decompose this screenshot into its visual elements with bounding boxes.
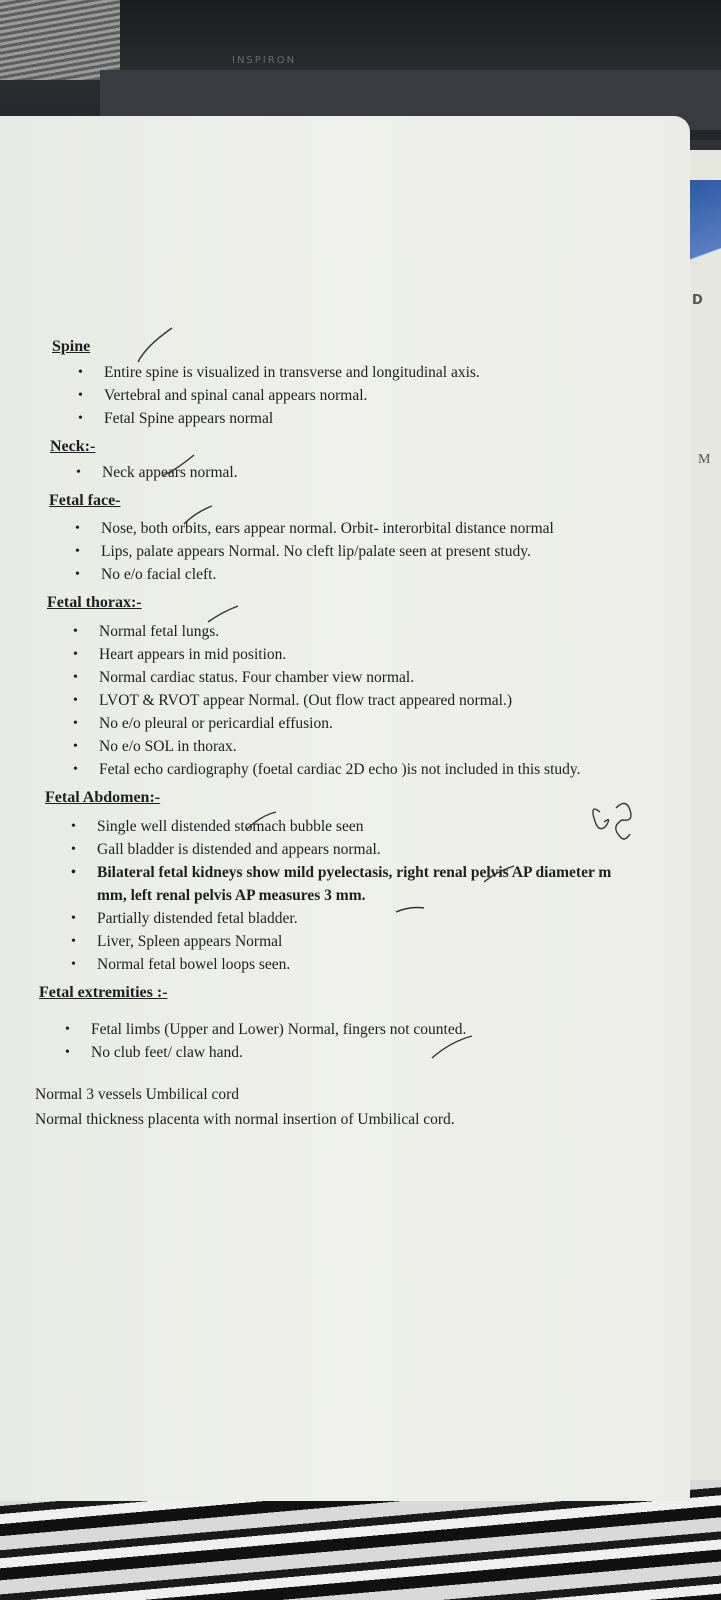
stripe-pattern (0, 0, 120, 80)
list-item: • Normal fetal lungs. (73, 620, 721, 643)
section-title: Neck:- (50, 438, 96, 455)
section-spine (52, 336, 721, 430)
list-item: • Partially distended fetal bladder. (71, 907, 721, 930)
report-content (35, 336, 721, 1132)
placenta-line: Normal thickness placenta with normal insertion of Umbilical cord. (35, 1111, 455, 1128)
section-title: Fetal thorax:- (47, 594, 142, 611)
section-title: Spine (52, 338, 91, 355)
section-neck (50, 436, 721, 484)
item-list (50, 461, 721, 484)
section-title: Fetal face- (49, 492, 121, 509)
item-list (39, 1018, 721, 1064)
list-item: • Entire spine is visualized in transverse and longitudinal axis. (78, 361, 721, 384)
list-item: • Bilateral fetal kidneys show mild pyelectasis, right renal pelvis AP diameter m (71, 861, 721, 884)
section-fetal-extremities (39, 982, 721, 1064)
item-list (47, 620, 721, 781)
list-item: • Vertebral and spinal canal appears normal. (78, 384, 721, 407)
item-list (52, 361, 721, 430)
placenta-cord-notes (35, 1082, 721, 1132)
margin-letter-m: M (698, 452, 711, 467)
list-item: • Fetal Spine appears normal (78, 407, 721, 430)
list-item: • LVOT & RVOT appear Normal. (Out flow tract appeared normal.) (73, 689, 721, 712)
list-item: • No club feet/ claw hand. (65, 1041, 721, 1064)
list-item: • Fetal echo cardiography (foetal cardiac 2D echo )is not included in this study. (73, 758, 721, 781)
list-item: • Nose, both orbits, ears appear normal. Orbit- interorbital distance normal (75, 517, 721, 540)
list-item: • No e/o SOL in thorax. (73, 735, 721, 758)
section-fetal-thorax (47, 592, 721, 781)
list-item: • No e/o pleural or pericardial effusion. (73, 712, 721, 735)
section-fetal-face (49, 490, 721, 586)
list-item-continuation: mm, left renal pelvis AP measures 3 mm. (97, 887, 366, 904)
list-item: • Gall bladder is distended and appears normal. (71, 838, 721, 861)
blue-graphic (690, 180, 721, 300)
item-list (49, 517, 721, 586)
list-item: • Neck appears normal. (76, 461, 721, 484)
section-title: Fetal Abdomen:- (45, 789, 161, 806)
item-list (45, 815, 721, 976)
list-item: • Heart appears in mid position. (73, 643, 721, 666)
umbilical-cord-line: Normal 3 vessels Umbilical cord (35, 1086, 240, 1103)
list-item: • No e/o facial cleft. (75, 563, 721, 586)
list-item: • Liver, Spleen appears Normal (71, 930, 721, 953)
list-item: • Lips, palate appears Normal. No cleft lip/palate seen at present study. (75, 540, 721, 563)
list-item: • Single well distended stomach bubble seen (71, 815, 721, 838)
section-title: Fetal extremities :- (39, 984, 168, 1001)
list-item: • Normal fetal bowel loops seen. (71, 953, 721, 976)
laptop-brand: INSPIRON (232, 55, 297, 66)
list-item: • Normal cardiac status. Four chamber view normal. (73, 666, 721, 689)
section-fetal-abdomen (45, 787, 721, 976)
list-item: • Fetal limbs (Upper and Lower) Normal, fingers not counted. (65, 1018, 721, 1041)
margin-letter-d: D (692, 293, 703, 308)
